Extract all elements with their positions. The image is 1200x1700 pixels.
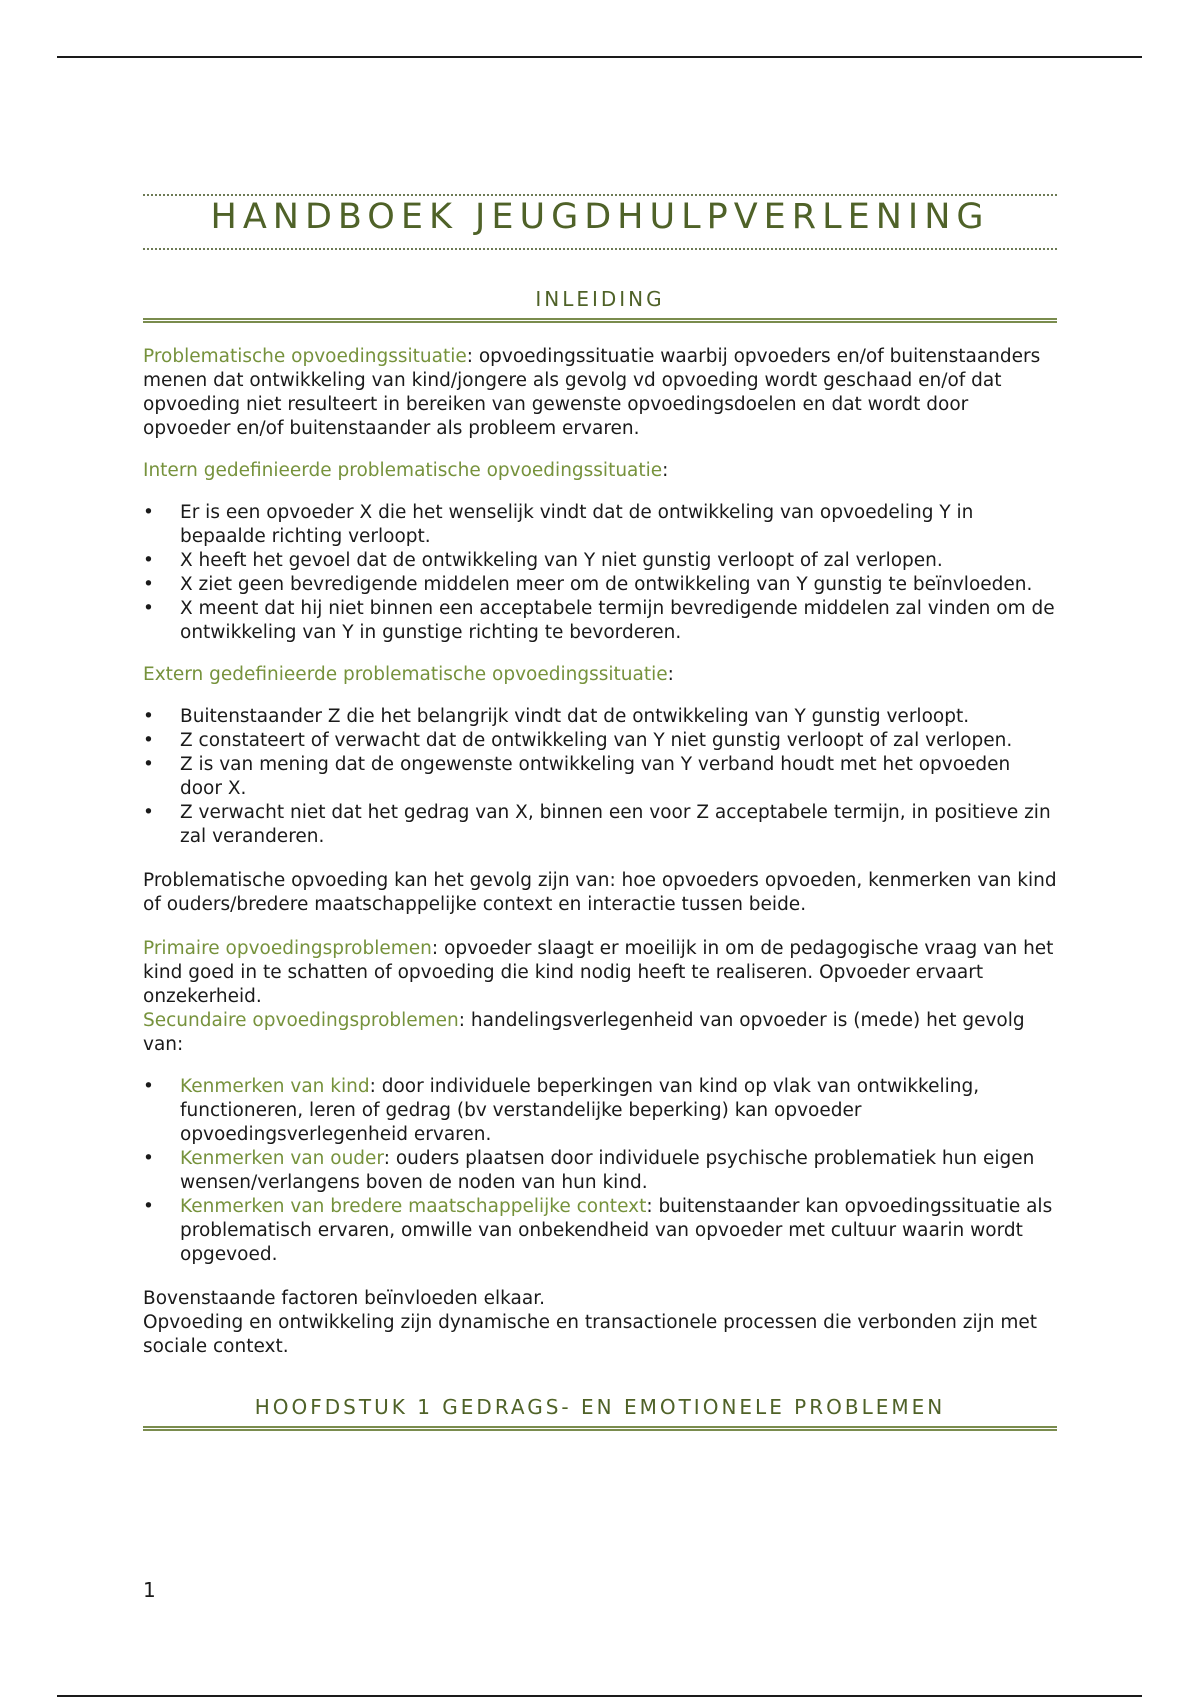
document-body	[143, 194, 1057, 1431]
list-item	[143, 1195, 1057, 1267]
secundair-text: : handelingsverlegenheid van opvoeder is (mede) het gevolg van:	[143, 1010, 1025, 1055]
paragraph-definition	[143, 345, 1057, 441]
section-heading-hoofdstuk-1: HOOFDSTUK 1 GEDRAGS- EN EMOTIONELE PROBLEMEN	[143, 1394, 1057, 1431]
list-item: • X meent dat hij niet binnen een acceptabele termijn bevredigende middelen zal vinden om de ontwikkeling van Y in gunstige richting te bevorderen.	[143, 597, 1057, 645]
paragraph-processen: Opvoeding en ontwikkeling zijn dynamische en transactionele processen die verbonden zijn met sociale context.	[143, 1312, 1038, 1357]
paragraph-factoren: Bovenstaande factoren beïnvloeden elkaar.	[143, 1288, 546, 1309]
document-title: HANDBOEK JEUGDHULPVERLENING	[210, 197, 990, 237]
label-colon: :	[662, 460, 669, 481]
list-item	[143, 1075, 1057, 1147]
term-problematische-opvoedingssituatie: Problematische opvoedingssituatie	[143, 346, 467, 367]
primair-text: : opvoeder slaagt er moeilijk in om de pedagogische vraag van het kind goed in te schatten of opvoeding die kind nodig heeft te realiseren. Opvoeder ervaart onzekerheid.	[143, 938, 1054, 1007]
term-primaire-opvoedingsproblemen: Primaire opvoedingsproblemen	[143, 938, 432, 959]
kenmerken-list	[143, 1075, 1057, 1267]
page-number: 1	[143, 1578, 156, 1602]
term-extern: Extern gedefinieerde problematische opvoedingssituatie	[143, 664, 668, 685]
label-extern	[143, 663, 1057, 687]
label-colon: :	[667, 664, 674, 685]
term-kenmerken-context: Kenmerken van bredere maatschappelijke context	[180, 1196, 647, 1217]
definition-text: : opvoedingssituatie waarbij opvoeders en/of buitenstaanders menen dat ontwikkeling van kind/jongere als gevolg vd opvoeding wordt geschaad en/of dat opvoeding niet resulteert in bereiken van gewenste opvoedingsdoelen en dat wordt door opvoeder en/of buitenstaander als probleem ervaren.	[143, 346, 1041, 439]
list-item: • X ziet geen bevredigende middelen meer om de ontwikkeling van Y gunstig te beïnvloeden.	[143, 573, 1057, 597]
list-item: • X heeft het gevoel dat de ontwikkeling van Y niet gunstig verloopt of zal verlopen.	[143, 549, 1057, 573]
kenmerken-text: : door individuele beperkingen van kind op vlak van ontwikkeling, functioneren, leren of gedrag (bv verstandelijke beperking) kan opvoeder opvoedingsverlegenheid ervaren.	[180, 1076, 980, 1145]
list-item: • Z is van mening dat de ongewenste ontwikkeling van Y verband houdt met het opvoeden door X.	[143, 753, 1057, 801]
page-bottom-rule	[57, 1695, 1142, 1697]
list-item: • Buitenstaander Z die het belangrijk vindt dat de ontwikkeling van Y gunstig verloopt.	[143, 705, 1057, 729]
paragraph-secundair	[143, 1009, 1057, 1057]
term-intern: Intern gedefinieerde problematische opvoedingssituatie	[143, 460, 663, 481]
kenmerken-text: : ouders plaatsen door individuele psychische problematiek hun eigen wensen/verlangens boven de noden van hun kind.	[180, 1148, 1035, 1193]
term-kenmerken-kind: Kenmerken van kind	[180, 1076, 370, 1097]
kenmerken-text: : buitenstaander kan opvoedingssituatie als problematisch ervaren, omwille van onbekendheid van opvoeder met cultuur waarin wordt opgevoed.	[180, 1196, 1053, 1265]
paragraph-gevolg: Problematische opvoeding kan het gevolg zijn van: hoe opvoeders opvoeden, kenmerken van kind of ouders/bredere maatschappelijke context en interactie tussen beide.	[143, 870, 1057, 915]
page-top-rule	[57, 56, 1142, 58]
extern-list	[143, 705, 1057, 849]
title-block	[143, 194, 1057, 250]
list-item: • Er is een opvoeder X die het wenselijk vindt dat de ontwikkeling van opvoedeling Y in bepaalde richting verloopt.	[143, 501, 1057, 549]
list-item: • Z verwacht niet dat het gedrag van X, binnen een voor Z acceptabele termijn, in positieve zin zal veranderen.	[143, 801, 1057, 849]
label-intern	[143, 459, 1057, 483]
term-kenmerken-ouder: Kenmerken van ouder	[180, 1148, 384, 1169]
list-item	[143, 1147, 1057, 1195]
paragraph-primair	[143, 937, 1057, 1009]
section-heading-inleiding: INLEIDING	[143, 286, 1057, 323]
intern-list	[143, 501, 1057, 645]
term-secundaire-opvoedingsproblemen: Secundaire opvoedingsproblemen	[143, 1010, 459, 1031]
list-item: • Z constateert of verwacht dat de ontwikkeling van Y niet gunstig verloopt of zal verlopen.	[143, 729, 1057, 753]
